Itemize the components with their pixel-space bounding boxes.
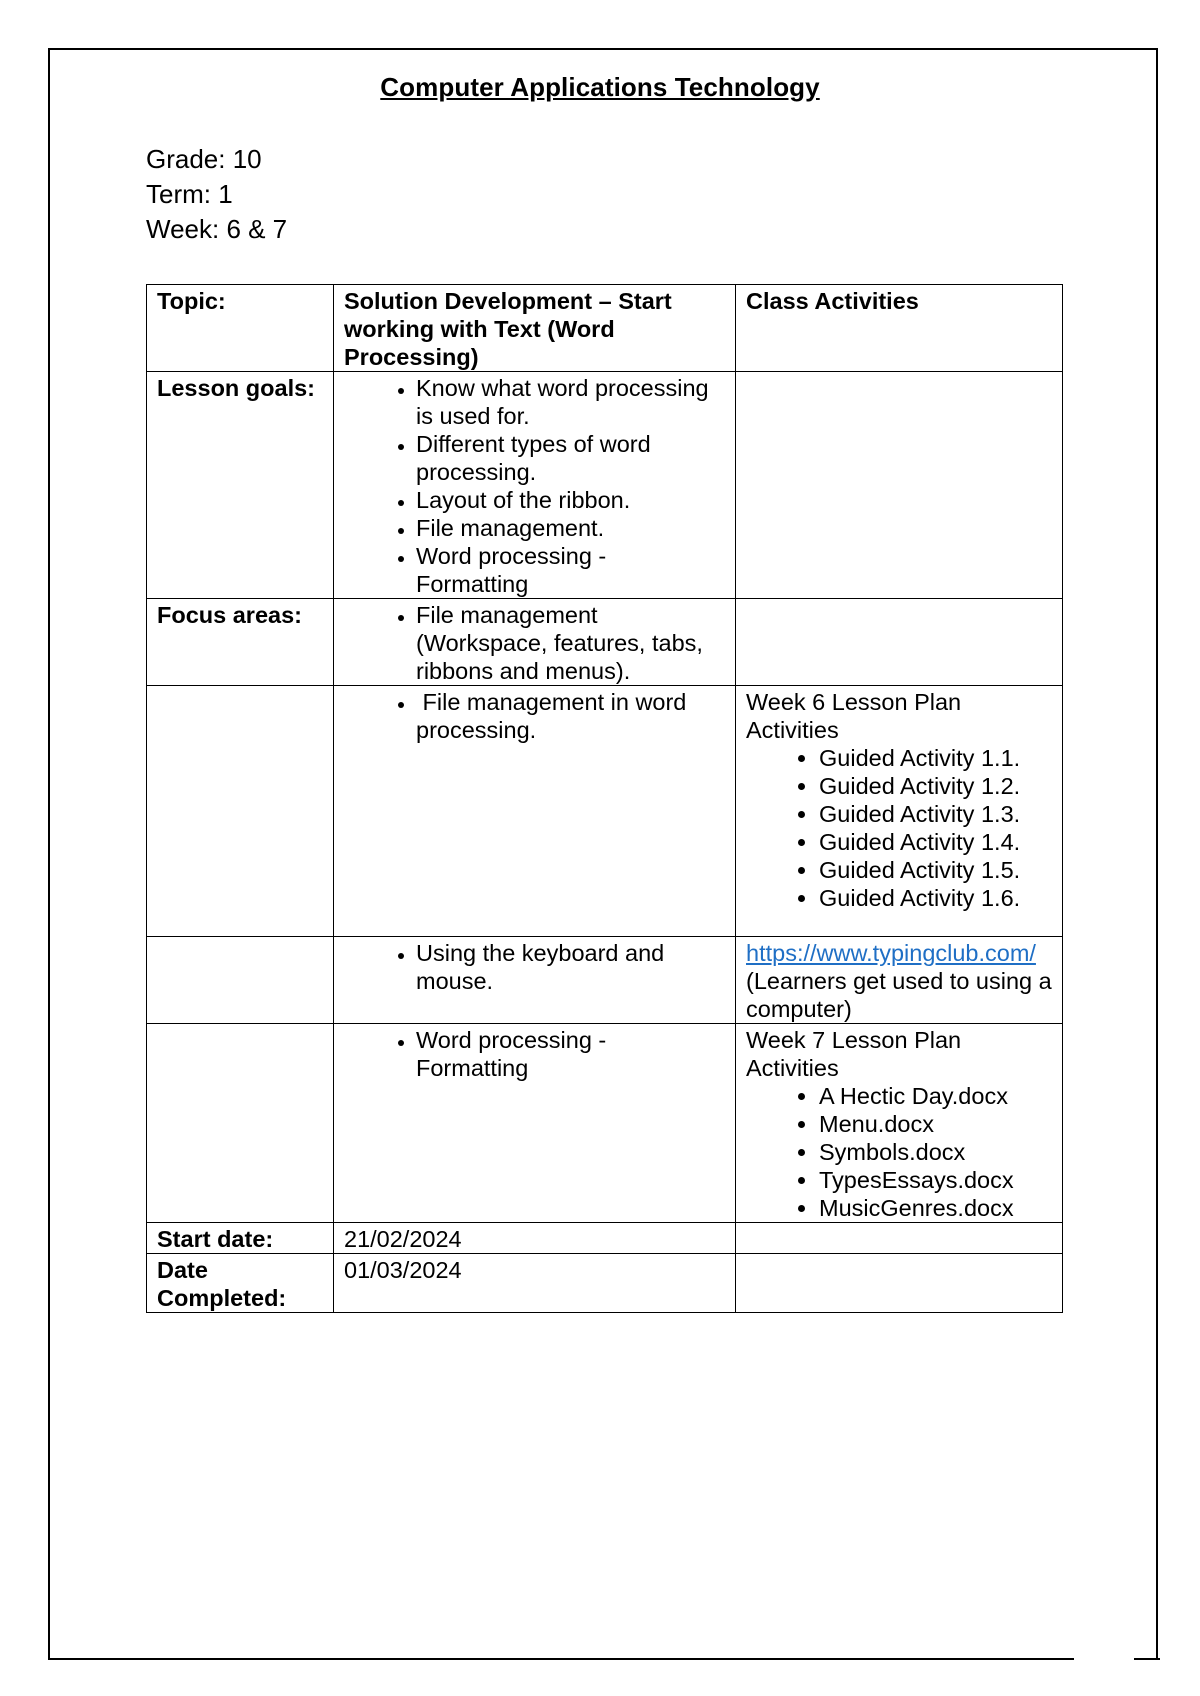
week7-focus-cell — [334, 1024, 736, 1223]
list-item: • Guided Activity 1.3. — [819, 800, 1052, 828]
topic-value: Solution Development – Start working with Text (Word Processing) — [334, 285, 736, 372]
list-item: • Guided Activity 1.2. — [819, 772, 1052, 800]
table-row — [147, 1223, 1063, 1254]
term-line: Term: 1 — [146, 179, 233, 209]
list-item: • Guided Activity 1.5. — [819, 856, 1052, 884]
week6-activities-cell — [736, 686, 1063, 937]
lesson-goals-cell — [334, 372, 736, 599]
focus-areas-cell — [334, 599, 736, 686]
list-item: • Different types of word processing. — [416, 430, 725, 486]
lesson-plan-table — [146, 284, 1063, 1313]
table-row — [147, 285, 1063, 372]
list-item: • File management in word processing. — [416, 688, 725, 744]
table-row — [147, 1024, 1063, 1223]
week-line: Week: 6 & 7 — [146, 214, 288, 244]
list-item: • Word processing - Formatting — [416, 542, 725, 598]
meta-block — [146, 142, 287, 247]
list-item: • A Hectic Day.docx — [819, 1082, 1052, 1110]
empty-cell — [736, 1254, 1063, 1313]
start-date-label: Start date: — [147, 1223, 334, 1254]
table-row — [147, 599, 1063, 686]
class-activities-header: Class Activities — [736, 285, 1063, 372]
empty-cell — [736, 372, 1063, 599]
keyboard-focus-list — [344, 939, 725, 995]
typingclub-link[interactable]: https://www.typingclub.com/ — [746, 940, 1036, 966]
empty-cell — [147, 1024, 334, 1223]
table-row — [147, 372, 1063, 599]
table-row — [147, 686, 1063, 937]
date-completed-value: 01/03/2024 — [334, 1254, 736, 1313]
keyboard-activities-cell — [736, 937, 1063, 1024]
lesson-goals-list — [344, 374, 725, 598]
week6-activities-list — [746, 744, 1052, 912]
empty-cell — [736, 1223, 1063, 1254]
list-item: • Guided Activity 1.4. — [819, 828, 1052, 856]
week7-activities-list — [746, 1082, 1052, 1222]
week7-activities-cell — [736, 1024, 1063, 1223]
list-item: • Layout of the ribbon. — [416, 486, 725, 514]
table-row — [147, 937, 1063, 1024]
date-completed-label: Date Completed: — [147, 1254, 334, 1313]
empty-cell — [147, 937, 334, 1024]
keyboard-focus-cell — [334, 937, 736, 1024]
list-item: • Symbols.docx — [819, 1138, 1052, 1166]
document-title: Computer Applications Technology — [380, 72, 820, 102]
list-item: • Word processing - Formatting — [416, 1026, 725, 1082]
list-item: • Know what word processing is used for. — [416, 374, 725, 430]
list-item: • TypesEssays.docx — [819, 1166, 1052, 1194]
list-item: • Guided Activity 1.1. — [819, 744, 1052, 772]
topic-label: Topic: — [147, 285, 334, 372]
keyboard-note: (Learners get used to using a computer) — [746, 968, 1052, 1022]
grade-line: Grade: 10 — [146, 144, 262, 174]
list-item: • Menu.docx — [819, 1110, 1052, 1138]
list-item: • MusicGenres.docx — [819, 1194, 1052, 1222]
empty-cell — [147, 686, 334, 937]
focus-areas-label: Focus areas: — [147, 599, 334, 686]
list-item: • Using the keyboard and mouse. — [416, 939, 725, 995]
empty-cell — [736, 599, 1063, 686]
list-item: • File management (Workspace, features, tabs, ribbons and menus). — [416, 601, 725, 685]
list-item: • File management. — [416, 514, 725, 542]
week6-heading: Week 6 Lesson Plan Activities — [746, 689, 962, 743]
week6-focus-cell — [334, 686, 736, 937]
table-row — [147, 1254, 1063, 1313]
focus-areas-list — [344, 601, 725, 685]
list-item: • Guided Activity 1.6. — [819, 884, 1052, 912]
start-date-value: 21/02/2024 — [334, 1223, 736, 1254]
week7-heading: Week 7 Lesson Plan Activities — [746, 1027, 962, 1081]
week7-focus-list — [344, 1026, 725, 1082]
lesson-goals-label: Lesson goals: — [147, 372, 334, 599]
week6-focus-list — [344, 688, 725, 744]
page-border-bottom — [48, 1658, 1074, 1660]
page-border-bottom-end — [1134, 1658, 1160, 1660]
